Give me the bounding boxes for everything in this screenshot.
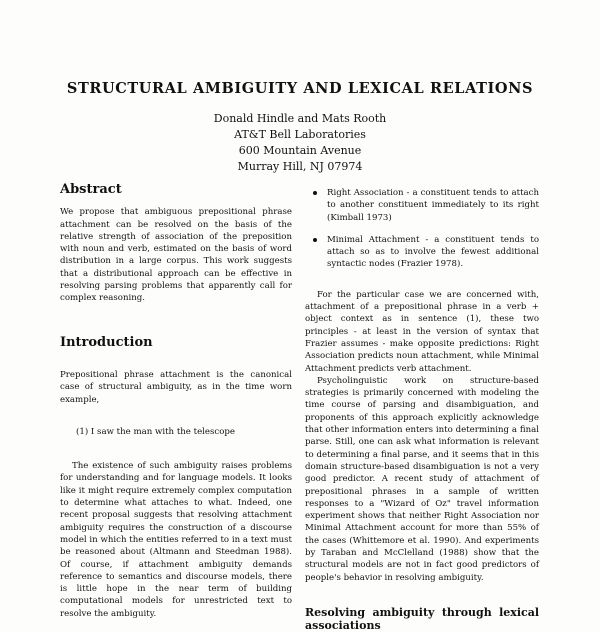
bullet-icon	[313, 238, 317, 242]
left-column	[60, 184, 292, 620]
author-affiliation: AT&T Bell Laboratories	[234, 128, 366, 141]
author-block	[0, 111, 600, 175]
introduction-heading: Introduction	[60, 334, 153, 350]
bullet-icon	[313, 191, 317, 195]
right-paragraph-1: For the particular case we are concerned with, attachment of a prepositional phrase in a verb + object context as in sentence (1), these two principles - at least in the version of syntax that Frazier assumes - make opposite predictions: Right Association predicts noun attachment, while Minimal Attachment predicts verb attachment.	[305, 289, 539, 374]
intro-paragraph-1: Prepositional phrase attachment is the canonical case of structural ambiguity, as in the time worn example,	[60, 369, 292, 405]
list-item	[305, 234, 539, 271]
intro-paragraph-2: The existence of such ambiguity raises problems for understanding and for language models. It looks like it might require extremely complex computation to determine what attaches to what. Indeed, one recent proposal suggests that resolving attachment ambiguity requires the construction of a discourse model in which the entities referred to in a text must be reasoned about (Altmann and Steedman 1988). Of course, if attachment ambiguity demands reference to semantics and discourse models, there is little hope in the near term of building computational models for unrestricted text to resolve the ambiguity.	[60, 461, 292, 619]
paper-title: STRUCTURAL AMBIGUITY AND LEXICAL RELATIONS	[66, 80, 534, 97]
abstract-heading: Abstract	[60, 182, 122, 197]
example-sentence: (1) I saw the man with the telescope	[76, 426, 235, 437]
section-subheading: Resolving ambiguity through lexical associations	[305, 605, 539, 632]
author-names: Donald Hindle and Mats Rooth	[213, 112, 387, 125]
principles-list	[305, 187, 539, 271]
right-paragraph-2: Psycholinguistic work on structure-based strategies is primarily concerned with modeling the time course of parsing and disambiguation, and proponents of this approach explicitly acknowledge that other information enters into determining a final parse. Still, one can ask what information is relevant to determining a final parse, and it seems that in this domain structure-based disambiguation is not a very good predictor. A recent study of attachment of prepositional phrases in a sample of written responses to a "Wizard of Oz" travel information experiment shows that neither Right Association nor Minimal Attachment account for more than 55% of the cases (Whittemore et al. 1990). And experiments by Taraban and McClelland (1988) show that the structural models are not in fact good predictors of people's behavior in resolving ambiguity.	[305, 375, 539, 583]
author-address-city: Murray Hill, NJ 07974	[237, 160, 363, 173]
minimal-attachment-text: Minimal Attachment - a constituent tends to attach so as to involve the fewest additional syntactic nodes (Frazier 1978).	[327, 234, 539, 270]
author-address-street: 600 Mountain Avenue	[238, 144, 362, 157]
abstract-text: We propose that ambiguous prepositional phrase attachment can be resolved on the basis of the relative strength of association of the preposition with noun and verb, estimated on the basis of word distribution in a large corpus. This work suggests that a distributional approach can be effective in resolving parsing problems that apparently call for complex reasoning.	[60, 207, 292, 304]
right-association-text: Right Association - a constituent tends to attach to another constituent immediately to its right (Kimball 1973)	[327, 188, 539, 223]
right-column	[305, 187, 539, 632]
list-item	[305, 187, 539, 224]
